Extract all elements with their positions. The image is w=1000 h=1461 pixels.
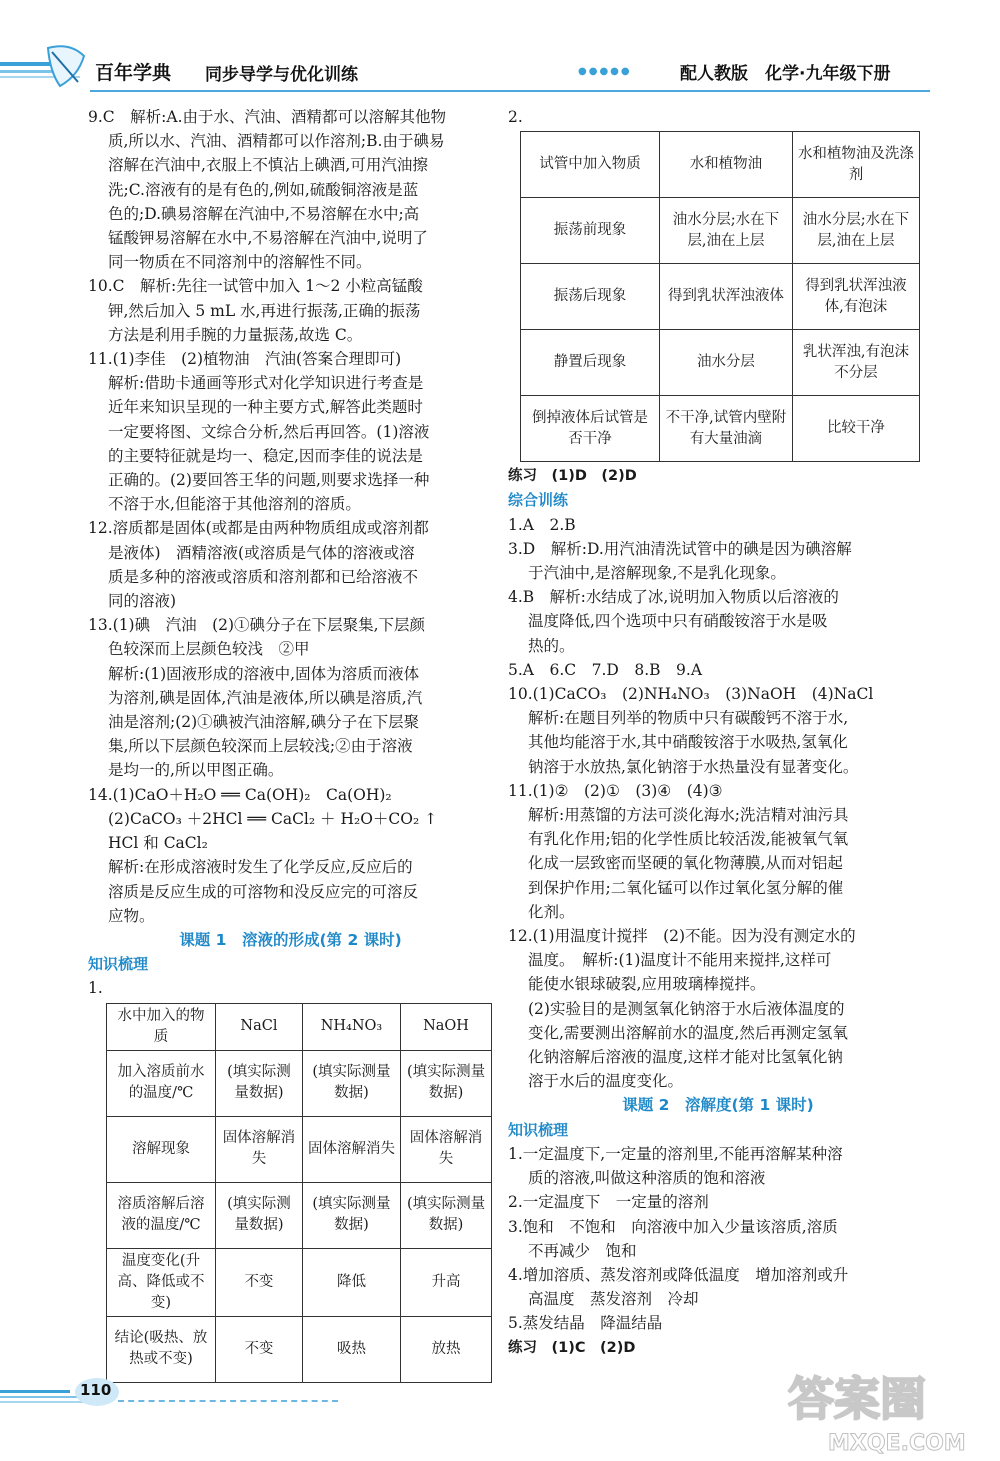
practice-2: 练习 (1)C (2)D — [508, 1339, 636, 1356]
lesson-title-2: 课题 2 溶解度(第 1 课时) — [622, 1096, 814, 1115]
item-1-label: 1. — [88, 979, 103, 998]
watermark-logo — [768, 1360, 993, 1455]
knowledge-answers: 1.一定温度下,一定量的溶剂里,不能再溶解某种溶 质的溶液,叫做这种溶质的饱和溶液 2.一定温度下 一定量的溶剂 3.饱和 不饱和 向溶液中加入少量该溶质,溶质 不再减少 饱和 4.增加溶质、蒸发溶剂或降低温度 增加溶剂或升 高温度 蒸发溶剂 冷却 5.蒸发结晶 降温结晶 — [508, 1144, 849, 1333]
dissolution-table — [106, 1003, 492, 1383]
comprehensive-answers: 1.A 2.B 3.D 解析:D.用汽油清洗试管中的碘是因为碘溶解 于汽油中,是溶解现象,不是乳化现象。 4.B 解析:水结成了冰,说明加入物质以后溶液的 温度降低,四个选项中只有硝酸铵溶于水是吸 热的。 5.A 6.C 7.D 8.B 9.A 10.(1)CaCO₃ (2)NH₄NO₃ (3)NaOH (4)NaCl 解析:在题目列举的物质中只有碳酸钙不溶于水, 其他均能溶于水,其中硝酸铵溶于水吸热,氢氧化 钠溶于水放热,氯化钠溶于水热量没有显著变化。 11.(1)② (2)① (3)④ (4)③ 解析:用蒸馏的方法可淡化海水;洗洁精对油污具 有乳化作用;铝的化学性质比较活泼,能被氧气氧 化成一层致密而坚硬的氧化物薄膜,从而对铝起 到保护作用;二氧化锰可以作过氧化氢分解的催 化剂。 12.(1)用温度计搅拌 (2)不能。因为没有测定水的 温度。 解析:(1)温度计不能用来搅拌,这样可 能使水银球破裂,应用玻璃棒搅拌。 (2)实验目的是测氢氧化钠溶于水后液体温度的 变化,需要测出溶解前水的温度,然后再测定氢氧 化钠溶解后溶液的温度,这样才能对比氢氧化钠 溶于水后的温度变化。 — [508, 515, 874, 1091]
header-rule — [90, 90, 930, 92]
left-column — [88, 105, 493, 1383]
right-column — [508, 105, 928, 1360]
watermark-title: 答案圈 — [788, 1372, 926, 1426]
page-header — [0, 0, 1000, 100]
table-row: 溶质溶解后溶液的温度/℃ (填实际测量数据) (填实际测量数据) (填实际测量数据) — [107, 1182, 492, 1248]
table-row: 倒掉液体后试管是否干净 不干净,试管内壁附有大量油滴 比较干净 — [521, 396, 920, 462]
table-row: 振荡后现象 得到乳状浑浊液体 得到乳状浑浊液体,有泡沫 — [521, 264, 920, 330]
answer-10: 10.C 解析:先往一试管中加入 1～2 小粒高锰酸 钾,然后加入 5 mL 水,再进行振荡,正确的振荡 方法是利用手腕的力量振荡,故选 C。 — [88, 277, 423, 344]
header-dots: ●●●●● — [578, 66, 632, 77]
table-row: 振荡前现象 油水分层;水在下层,油在上层 油水分层;水在下层,油在上层 — [521, 198, 920, 264]
footer-rule — [118, 1400, 338, 1402]
subject: 化学·九年级下册 — [765, 64, 891, 84]
emulsion-table — [520, 131, 920, 462]
book-feather-logo — [0, 42, 92, 92]
watermark-url: MXQE.COM — [828, 1431, 966, 1455]
answer-11: 11.(1)李佳 (2)植物油 汽油(答案合理即可) 解析:借助卡通画等形式对化学知识进行考查是 近年来知识呈现的一种主要方式,解答此类题时 一定要将图、文综合分析,然后再回答。(1)溶液 的主要特征就是均一、稳定,因而李佳的说法是 正确的。(2)要回答王华的问题,则要求选择一种 不溶于水,但能溶于其他溶剂的溶质。 — [88, 350, 430, 514]
table-row: 结论(吸热、放热或不变) 不变 吸热 放热 — [107, 1316, 492, 1382]
edition-subject — [680, 59, 890, 84]
item-2-label: 2. — [508, 108, 523, 126]
page-number: 110 — [80, 1381, 112, 1399]
answer-9: 9.C 解析:A.由于水、汽油、酒精都可以溶解其他物 质,所以水、汽油、酒精都可以作溶剂;B.由于碘易 溶解在汽油中,衣服上不慎沾上碘酒,可用汽油擦 洗;C.溶液有的是有色的,例如,硫酸铜溶液是蓝 色的;D.碘易溶解在汽油中,不易溶解在水中;高 锰酸钾易溶解在水中,不易溶解在汽油中,说明了 同一物质在不同溶剂中的溶解性不同。 — [88, 108, 446, 272]
edition: 配人教版 — [680, 64, 748, 84]
book-subtitle: 同步导学与优化训练 — [205, 65, 358, 85]
practice-1: 练习 (1)D (2)D — [508, 468, 637, 485]
answer-12: 12.溶质都是固体(或都是由两种物质组成或溶剂都 是液体) 酒精溶液(或溶质是气体的溶液或溶 质是多种的溶液或溶质和溶剂都和已给溶液不 同的溶液) — [88, 519, 429, 611]
section-knowledge-2: 知识梳理 — [508, 1120, 569, 1139]
table-row: 溶解现象 固体溶解消失 固体溶解消失 固体溶解消失 — [107, 1116, 492, 1182]
table-row: 温度变化(升高、降低或不变) 不变 降低 升高 — [107, 1248, 492, 1316]
table-row: 静置后现象 油水分层 乳状浑浊,有泡沫不分层 — [521, 330, 920, 396]
lesson-title-1: 课题 1 溶液的形成(第 2 课时) — [179, 930, 402, 949]
section-knowledge-1: 知识梳理 — [88, 955, 149, 974]
table-row: 试管中加入物质 水和植物油 水和植物油及洗涤剂 — [521, 132, 920, 198]
answer-14: 14.(1)CaO＋H₂O ══ Ca(OH)₂ Ca(OH)₂ (2)CaCO₃ ＋2HCl ══ CaCl₂ ＋ H₂O＋CO₂ ↑ HCl 和 CaCl₂ 解析:在形成溶液时发生了化学反应,反应后的 溶质是反应生成的可溶物和没反应完的可溶反 应物。 — [88, 785, 438, 925]
answer-13: 13.(1)碘 汽油 (2)①碘分子在下层聚集,下层颜 色较深而上层颜色较浅 ②甲 解析:(1)固液形成的溶液中,固体为溶质而液体 为溶剂,碘是固体,汽油是液体,所以碘是溶质,汽 油是溶剂;(2)①碘被汽油溶解,碘分子在下层聚 集,所以下层颜色较深而上层较浅;②由于溶液 是均一的,所以甲图正确。 — [88, 616, 425, 780]
table-row: 水中加入的物质 NaCl NH₄NO₃ NaOH — [107, 1003, 492, 1050]
section-comprehensive: 综合训练 — [508, 491, 569, 510]
book-title: 百年学典 — [95, 62, 172, 84]
table-row: 加入溶质前水的温度/℃ (填实际测量数据) (填实际测量数据) (填实际测量数据) — [107, 1050, 492, 1116]
